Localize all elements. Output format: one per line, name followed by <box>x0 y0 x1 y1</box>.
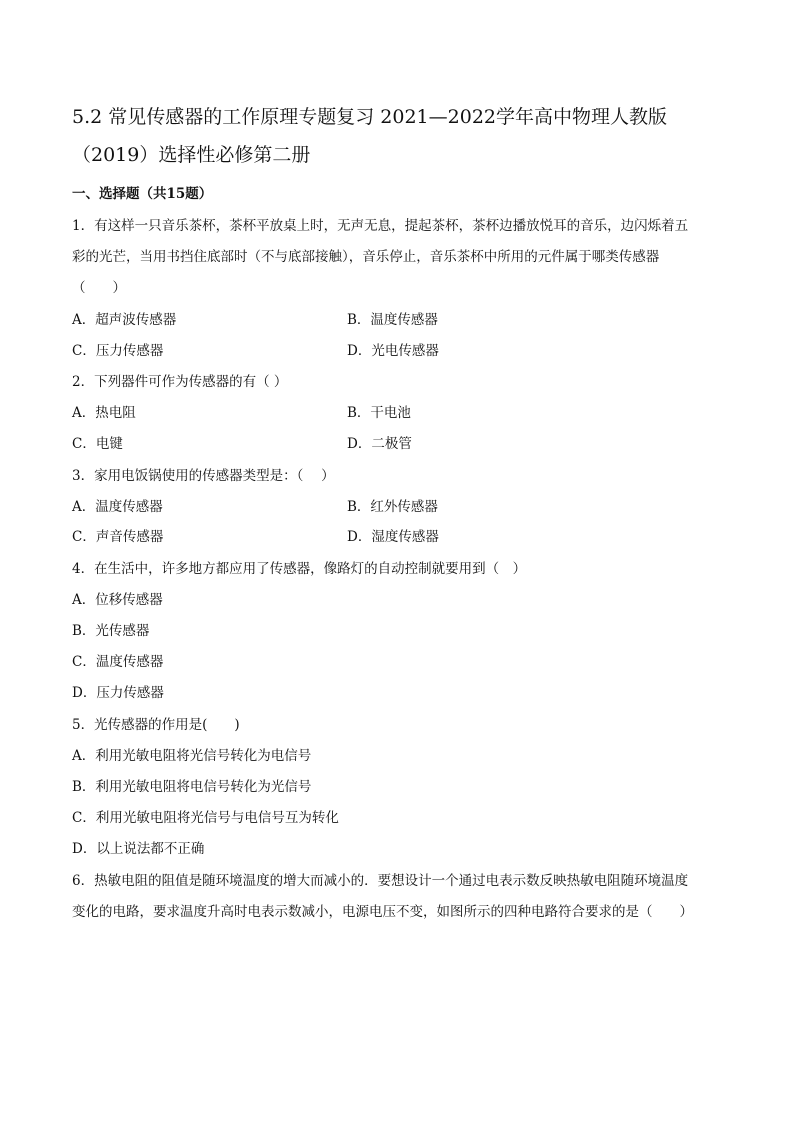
section-heading: 一、选择题（共15题） <box>72 186 213 202</box>
q2-option-c: C．电键 <box>72 436 123 452</box>
q1-option-a: A．超声波传感器 <box>72 312 177 328</box>
q1-stem-line-3: （ ） <box>72 280 126 296</box>
q5-stem: 5．光传感器的作用是( ) <box>72 717 240 733</box>
q3-option-d: D．湿度传感器 <box>347 529 439 545</box>
q5-option-d: D．以上说法都不正确 <box>72 841 205 857</box>
q2-stem: 2．下列器件可作为传感器的有（ ） <box>72 374 288 390</box>
q4-stem: 4．在生活中，许多地方都应用了传感器，像路灯的自动控制就要用到（ ） <box>72 561 527 577</box>
q1-option-c: C．压力传感器 <box>72 343 164 359</box>
q4-option-c: C．温度传感器 <box>72 654 164 670</box>
q4-option-a: A．位移传感器 <box>72 592 163 608</box>
q2-option-d: D．二极管 <box>347 436 412 452</box>
document-title <box>72 98 732 174</box>
q3-option-c: C．声音传感器 <box>72 529 164 545</box>
q2-option-a: A．热电阻 <box>72 405 136 421</box>
q3-option-b: B．红外传感器 <box>347 499 438 515</box>
q4-option-b: B．光传感器 <box>72 623 150 639</box>
q1-option-b: B．温度传感器 <box>347 312 438 328</box>
title-line-2: （2019）选择性必修第二册 <box>72 144 311 166</box>
q2-option-b: B．干电池 <box>347 405 411 421</box>
q3-stem: 3．家用电饭锅使用的传感器类型是：（ ） <box>72 468 335 484</box>
q1-stem-line-2: 彩的光芒，当用书挡住底部时（不与底部接触），音乐停止，音乐茶杯中所用的元件属于哪类传感器 <box>72 249 660 265</box>
q5-option-a: A．利用光敏电阻将光信号转化为电信号 <box>72 748 312 764</box>
q3-option-a: A．温度传感器 <box>72 499 163 515</box>
q1-option-d: D．光电传感器 <box>347 343 439 359</box>
q5-option-b: B．利用光敏电阻将电信号转化为光信号 <box>72 779 312 795</box>
title-line-1: 5.2 常见传感器的工作原理专题复习 2021—2022学年高中物理人教版 <box>72 106 668 128</box>
q6-stem-line-1: 6．热敏电阻的阻值是随环境温度的增大而减小的．要想设计一个通过电表示数反映热敏电阻随环境温度 <box>72 873 689 889</box>
q6-stem-line-2: 变化的电路，要求温度升高时电表示数减小，电源电压不变，如图所示的四种电路符合要求的是（ ） <box>72 904 693 920</box>
q5-option-c: C．利用光敏电阻将光信号与电信号互为转化 <box>72 810 339 826</box>
q1-stem-line-1: 1．有这样一只音乐茶杯，茶杯平放桌上时，无声无息，提起茶杯，茶杯边播放悦耳的音乐，边闪烁着五 <box>72 218 689 234</box>
q4-option-d: D．压力传感器 <box>72 685 164 701</box>
